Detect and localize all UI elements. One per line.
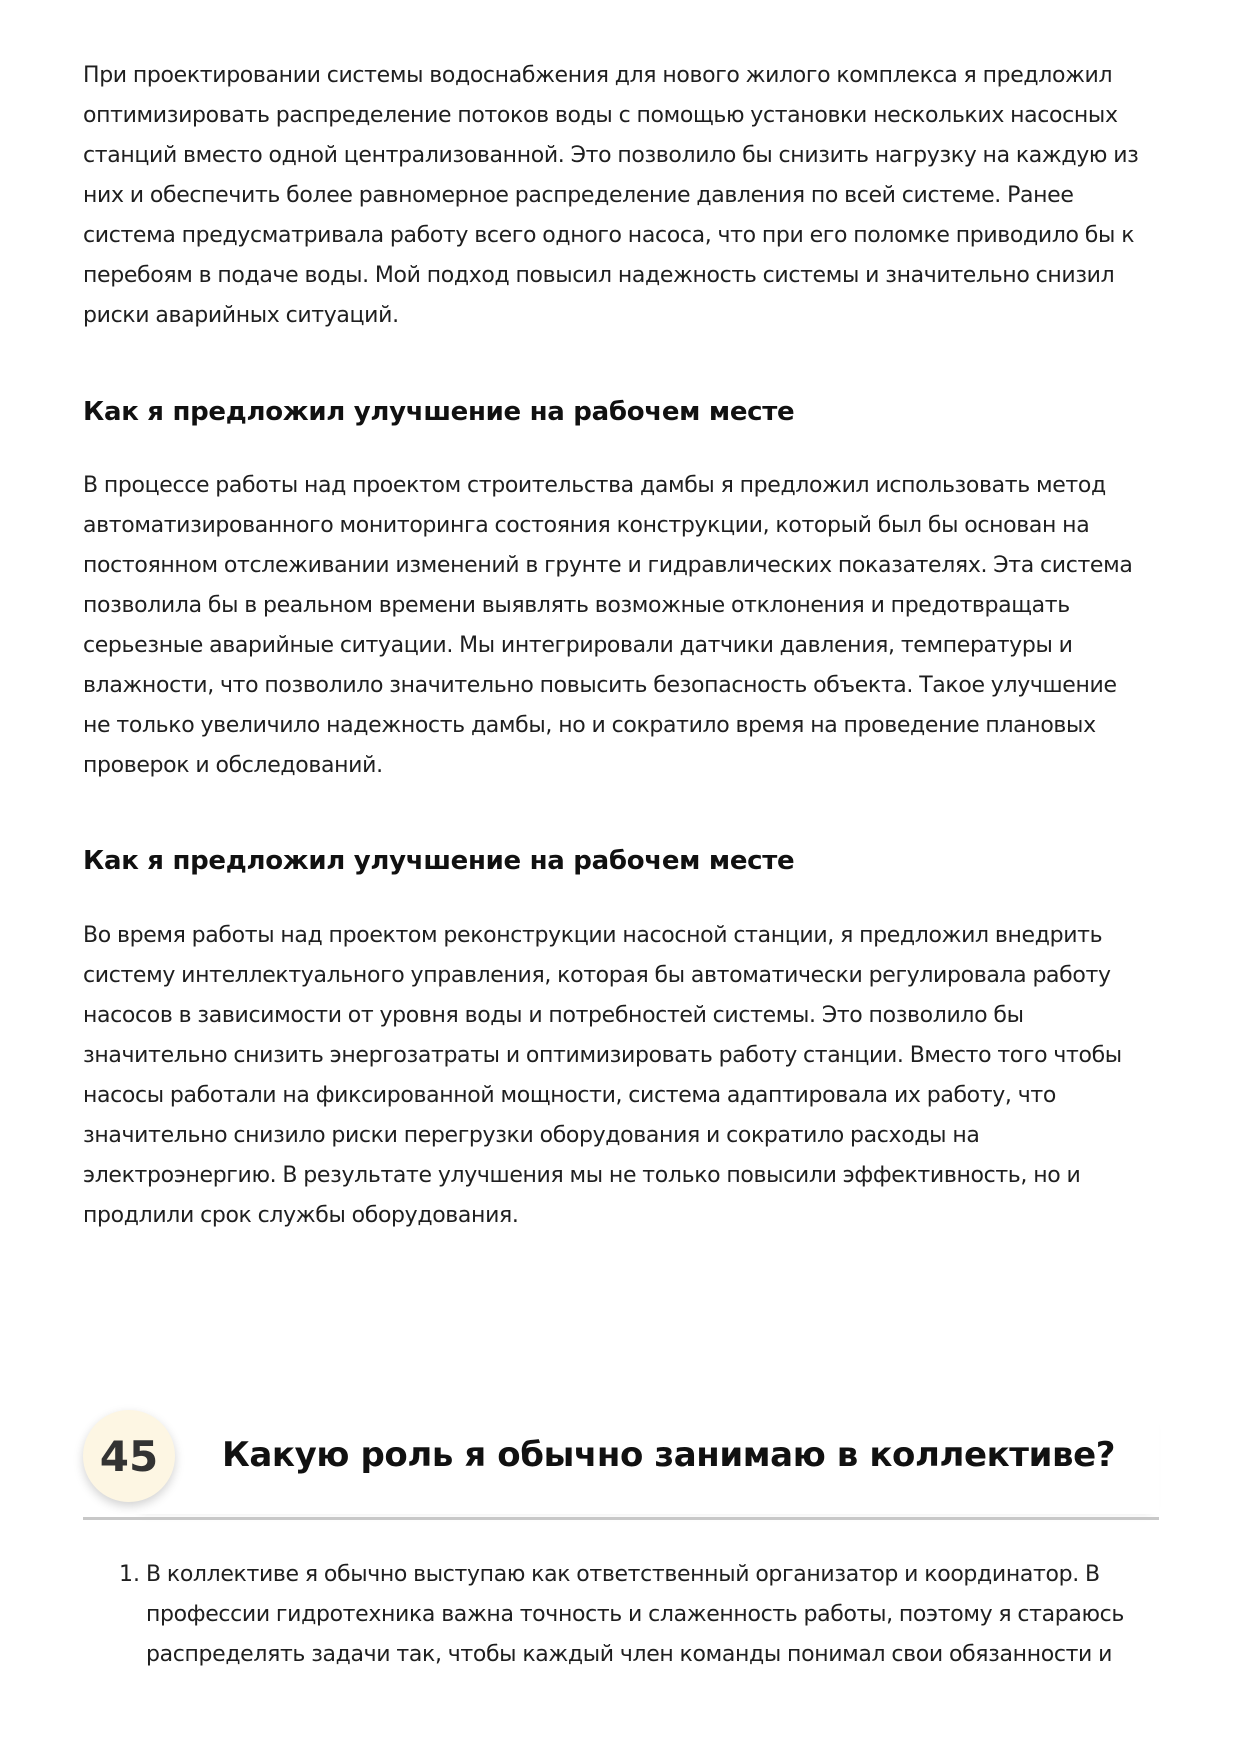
text-line: насосов в зависимости от уровня воды и потребностей системы. Это позволило бы bbox=[83, 1003, 1024, 1028]
divider bbox=[83, 1517, 1159, 1520]
text-line: Во время работы над проектом реконструкции насосной станции, я предложил внедрить bbox=[83, 923, 1103, 948]
text-line: проверок и обследований. bbox=[83, 753, 383, 778]
list-item bbox=[83, 1555, 1159, 1675]
text-line: позволила бы в реальном времени выявлять возможные отклонения и предотвращать bbox=[83, 593, 1070, 618]
paragraph-pump-station bbox=[83, 916, 1122, 1236]
text-line: В коллективе я обычно выступаю как ответственный организатор и координатор. В bbox=[146, 1562, 1100, 1587]
question-title: Какую роль я обычно занимаю в коллективе? bbox=[222, 1435, 1116, 1475]
answer-list bbox=[83, 1555, 1159, 1675]
text-line: распределять задачи так, чтобы каждый член команды понимал свои обязанности и bbox=[146, 1642, 1113, 1667]
text-line: риски аварийных ситуаций. bbox=[83, 303, 399, 328]
text-line: оптимизировать распределение потоков воды с помощью установки нескольких насосных bbox=[83, 103, 1118, 128]
text-line: них и обеспечить более равномерное распределение давления по всей системе. Ранее bbox=[83, 183, 1074, 208]
paragraph-dam-monitoring bbox=[83, 466, 1133, 786]
section-heading: Как я предложил улучшение на рабочем месте bbox=[83, 397, 795, 427]
text-line: профессии гидротехника важна точность и слаженность работы, поэтому я стараюсь bbox=[146, 1602, 1125, 1627]
text-line: значительно снизить энергозатраты и оптимизировать работу станции. Вместо того чтобы bbox=[83, 1043, 1122, 1068]
text-line: перебоям в подаче воды. Мой подход повысил надежность системы и значительно снизил bbox=[83, 263, 1115, 288]
paragraph-water-supply bbox=[83, 56, 1139, 336]
text-line: насосы работали на фиксированной мощности, система адаптировала их работу, что bbox=[83, 1083, 1056, 1108]
question-header bbox=[83, 1410, 1159, 1520]
section-heading: Как я предложил улучшение на рабочем месте bbox=[83, 846, 795, 876]
text-line: продлили срок службы оборудования. bbox=[83, 1203, 519, 1228]
text-line: значительно снизило риски перегрузки оборудования и сократило расходы на bbox=[83, 1123, 980, 1148]
text-line: систему интеллектуального управления, которая бы автоматически регулировала работу bbox=[83, 963, 1111, 988]
list-item-text bbox=[146, 1555, 1159, 1675]
text-line: влажности, что позволило значительно повысить безопасность объекта. Такое улучшение bbox=[83, 673, 1117, 698]
text-line: система предусматривала работу всего одного насоса, что при его поломке приводило бы к bbox=[83, 223, 1135, 248]
list-item-number: 1. bbox=[119, 1562, 140, 1587]
text-line: серьезные аварийные ситуации. Мы интегрировали датчики давления, температуры и bbox=[83, 633, 1073, 658]
text-line: не только увеличило надежность дамбы, но и сократило время на проведение плановых bbox=[83, 713, 1096, 738]
text-line: автоматизированного мониторинга состояния конструкции, который был бы основан на bbox=[83, 513, 1090, 538]
text-line: При проектировании системы водоснабжения для нового жилого комплекса я предложил bbox=[83, 63, 1113, 88]
text-line: станций вместо одной централизованной. Это позволило бы снизить нагрузку на каждую из bbox=[83, 143, 1139, 168]
text-line: В процессе работы над проектом строительства дамбы я предложил использовать метод bbox=[83, 473, 1106, 498]
text-line: постоянном отслеживании изменений в грунте и гидравлических показателях. Эта система bbox=[83, 553, 1133, 578]
question-number-badge: 45 bbox=[83, 1410, 175, 1502]
text-line: электроэнергию. В результате улучшения мы не только повысили эффективность, но и bbox=[83, 1163, 1081, 1188]
